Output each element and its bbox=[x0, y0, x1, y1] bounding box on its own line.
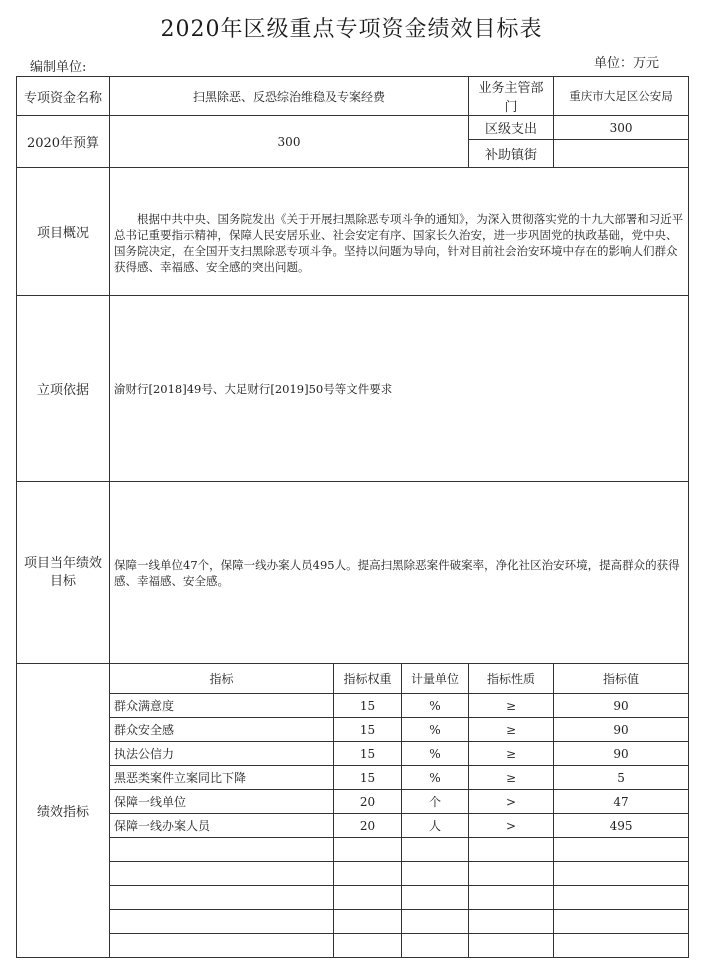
indicator-value: 47 bbox=[554, 790, 689, 814]
fund-name-value: 扫黑除恶、反恐综治维稳及专案经费 bbox=[110, 77, 469, 116]
indicator-weight: 20 bbox=[334, 790, 402, 814]
indicator-name: 保障一线办案人员 bbox=[110, 814, 334, 838]
district-expense-label: 区级支出 bbox=[469, 116, 554, 140]
performance-target-table bbox=[16, 76, 689, 958]
overview-text: 根据中共中央、国务院发出《关于开展扫黑除恶专项斗争的通知》，为深入贯彻落实党的十九大部署和习近平总书记重要指示精神，保障人民安居乐业、社会安定有序、国家长久治安，进一步巩固党的执政基础，党中央、国务院决定，在全国开支扫黑除恶专项斗争。坚持以问题为导向，针对目前社会治安环境中存在的影响人们群众获得感、幸福感、安全感的突出问题。 bbox=[110, 168, 689, 296]
budget-label: 2020年预算 bbox=[17, 116, 110, 168]
indicator-row-empty bbox=[17, 910, 689, 934]
indicator-unit: % bbox=[402, 766, 469, 790]
indicator-weight: 15 bbox=[334, 766, 402, 790]
indicator-value: 90 bbox=[554, 742, 689, 766]
indicator-value: 5 bbox=[554, 766, 689, 790]
dept-label: 业务主管部门 bbox=[469, 77, 554, 116]
indicator-unit: % bbox=[402, 694, 469, 718]
compiling-unit-label: 编制单位: bbox=[30, 60, 87, 75]
indicator-weight: 20 bbox=[334, 814, 402, 838]
indicator-row bbox=[17, 718, 689, 742]
indicator-row bbox=[17, 742, 689, 766]
page-title: 2020年区级重点专项资金绩效目标表 bbox=[160, 17, 543, 42]
indicator-weight: 15 bbox=[334, 718, 402, 742]
indicator-value: 495 bbox=[554, 814, 689, 838]
indicator-name: 执法公信力 bbox=[110, 742, 334, 766]
indicator-row bbox=[17, 814, 689, 838]
indicator-row bbox=[17, 694, 689, 718]
indicator-row bbox=[17, 790, 689, 814]
indicator-header-value: 指标值 bbox=[554, 664, 689, 694]
indicator-weight: 15 bbox=[334, 742, 402, 766]
indicator-header-weight: 指标权重 bbox=[334, 664, 402, 694]
indicator-name: 群众满意度 bbox=[110, 694, 334, 718]
indicator-weight: 15 bbox=[334, 694, 402, 718]
indicator-unit: % bbox=[402, 742, 469, 766]
dept-value: 重庆市大足区公安局 bbox=[554, 77, 689, 116]
indicator-nature: ≥ bbox=[469, 766, 554, 790]
indicator-header-nature: 指标性质 bbox=[469, 664, 554, 694]
indicator-header-unit: 计量单位 bbox=[402, 664, 469, 694]
basis-text: 渝财行[2018]49号、大足财行[2019]50号等文件要求 bbox=[110, 296, 689, 482]
indicator-name: 保障一线单位 bbox=[110, 790, 334, 814]
indicator-nature: > bbox=[469, 814, 554, 838]
basis-label: 立项依据 bbox=[17, 296, 110, 482]
performance-indicators-label: 绩效指标 bbox=[17, 664, 110, 958]
goal-label: 项目当年绩效目标 bbox=[17, 482, 110, 664]
indicator-header-name: 指标 bbox=[110, 664, 334, 694]
indicator-row bbox=[17, 766, 689, 790]
indicator-row-empty bbox=[17, 934, 689, 958]
indicator-name: 黑恶类案件立案同比下降 bbox=[110, 766, 334, 790]
indicator-row-empty bbox=[17, 862, 689, 886]
indicator-value: 90 bbox=[554, 694, 689, 718]
indicator-nature: ≥ bbox=[469, 742, 554, 766]
currency-unit-label: 单位：万元 bbox=[594, 56, 660, 71]
indicator-unit: % bbox=[402, 718, 469, 742]
subsidy-value bbox=[554, 140, 689, 168]
indicator-value: 90 bbox=[554, 718, 689, 742]
indicator-nature: ≥ bbox=[469, 694, 554, 718]
overview-label: 项目概况 bbox=[17, 168, 110, 296]
indicator-nature: > bbox=[469, 790, 554, 814]
indicator-row-empty bbox=[17, 886, 689, 910]
fund-name-label: 专项资金名称 bbox=[17, 77, 110, 116]
indicator-unit: 个 bbox=[402, 790, 469, 814]
indicator-name: 群众安全感 bbox=[110, 718, 334, 742]
indicator-nature: ≥ bbox=[469, 718, 554, 742]
indicator-row-empty bbox=[17, 838, 689, 862]
indicator-unit: 人 bbox=[402, 814, 469, 838]
subsidy-label: 补助镇街 bbox=[469, 140, 554, 168]
budget-value: 300 bbox=[110, 116, 469, 168]
district-expense-value: 300 bbox=[554, 116, 689, 140]
goal-text: 保障一线单位47个，保障一线办案人员495人。提高扫黑除恶案件破案率，净化社区治安环境，提高群众的获得感、幸福感、安全感。 bbox=[110, 482, 689, 664]
